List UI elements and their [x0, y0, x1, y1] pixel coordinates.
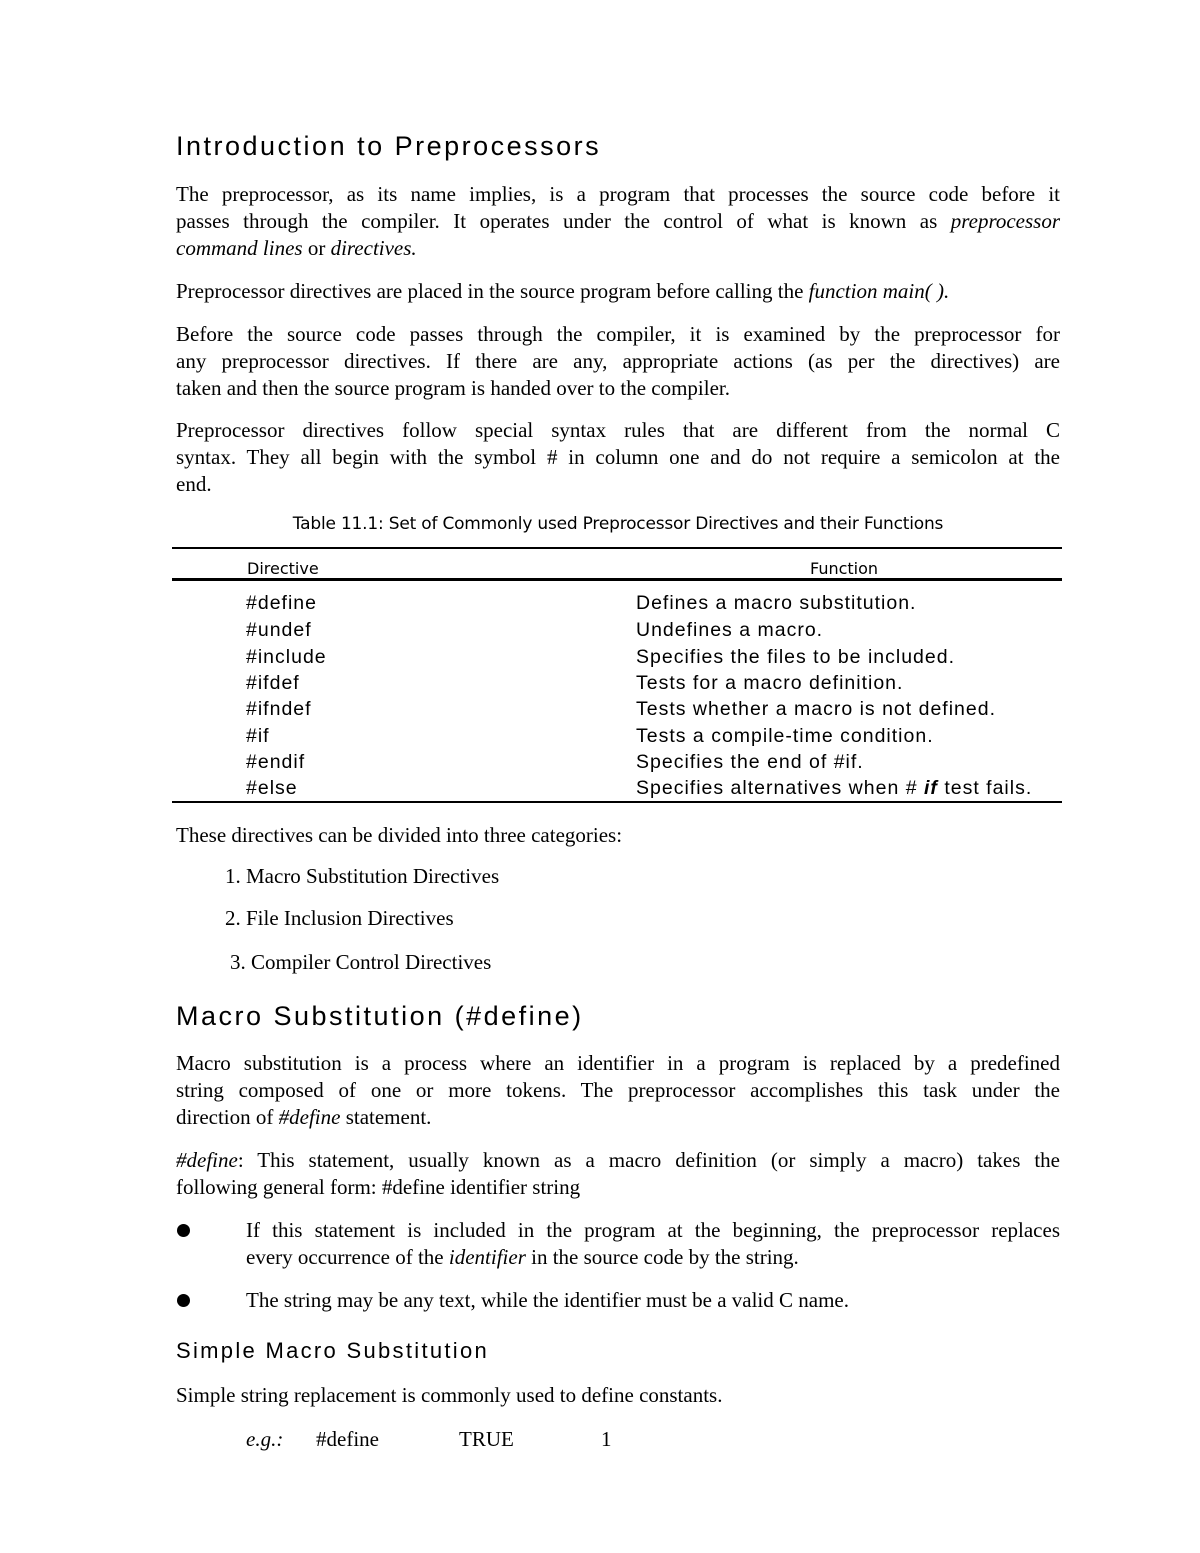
example-value: 1	[601, 1427, 612, 1451]
emphasis-text: command lines	[176, 236, 303, 260]
text-run: passes through the compiler. It operates under the control of what is known as	[176, 209, 951, 233]
paragraph-line: following general form: #define identifier string	[176, 1175, 581, 1199]
text-run: Preprocessor directives are placed in the source program before calling the	[176, 279, 809, 303]
table-row	[0, 672, 1200, 699]
directive-cell: #if	[246, 725, 270, 747]
intro-paragraph-4	[176, 417, 1060, 498]
example-label: e.g.:	[246, 1427, 284, 1451]
paragraph-line: If this statement is included in the program at the beginning, the preprocessor replaces	[246, 1218, 1060, 1242]
simple-paragraph: Simple string replacement is commonly used to define constants.	[176, 1383, 723, 1407]
paragraph-line: any preprocessor directives. If there are any, appropriate actions (as per the directives) are	[176, 349, 1060, 373]
list-item: 2. File Inclusion Directives	[225, 906, 454, 930]
directive-cell: #endif	[246, 751, 306, 773]
function-cell: Specifies the end of #if.	[636, 751, 864, 773]
text-run: test fails.	[937, 777, 1033, 799]
table-caption: Table 11.1: Set of Commonly used Preprocessor Directives and their Functions	[292, 514, 944, 534]
example-directive: #define	[316, 1427, 379, 1451]
emphasis-text: preprocessor	[950, 209, 1060, 233]
list-item: 3. Compiler Control Directives	[230, 950, 492, 974]
paragraph-line	[176, 208, 1060, 235]
function-cell	[636, 777, 1032, 800]
macro-paragraph-1	[176, 1050, 1060, 1131]
paragraph-line	[176, 1147, 1060, 1174]
emphasis-text: directives.	[330, 236, 417, 260]
function-cell: Tests whether a macro is not defined.	[636, 698, 996, 720]
paragraph-line: Preprocessor directives follow special syntax rules that are different from the normal C	[176, 418, 1060, 442]
paragraph-line: The preprocessor, as its name implies, is a program that processes the source code before it	[176, 182, 1060, 206]
text-run: Specifies alternatives when #	[636, 777, 924, 799]
categories-intro: These directives can be divided into three categories:	[176, 823, 623, 847]
directive-cell: #undef	[246, 619, 312, 641]
table-header-directive: Directive	[247, 559, 319, 578]
paragraph-line	[176, 235, 1060, 262]
table-row	[0, 619, 1200, 646]
directive-cell: #else	[246, 777, 298, 799]
intro-paragraph-3	[176, 321, 1060, 402]
emphasis-text: #define	[176, 1148, 238, 1172]
intro-paragraph-2	[176, 278, 1060, 305]
table-row	[0, 592, 1200, 619]
table-row	[0, 646, 1200, 673]
function-cell: Undefines a macro.	[636, 619, 824, 641]
text-run: or	[302, 236, 331, 260]
intro-paragraph-1	[176, 181, 1060, 262]
emphasis-text: function main( ).	[808, 279, 950, 303]
table-bottom-rule	[172, 801, 1062, 803]
paragraph-line: taken and then the source program is handed over to the compiler.	[176, 376, 730, 400]
table-row	[0, 698, 1200, 725]
emphasis-text: identifier	[448, 1245, 526, 1269]
table-row	[0, 751, 1200, 778]
table-row	[0, 777, 1200, 804]
directive-cell: #define	[246, 592, 317, 614]
paragraph-line	[176, 1104, 1060, 1131]
directive-cell: #include	[246, 646, 327, 668]
text-run: : This statement, usually known as a macro definition (or simply a macro) takes the	[237, 1148, 1060, 1172]
table-header-rule	[172, 578, 1062, 581]
emphasis-text: #define	[278, 1105, 341, 1129]
example-name: TRUE	[459, 1427, 514, 1451]
paragraph-line	[246, 1244, 1060, 1271]
function-cell: Tests for a macro definition.	[636, 672, 904, 694]
paragraph-line: Macro substitution is a process where an identifier in a program is replaced by a predefined	[176, 1051, 1060, 1075]
directive-cell: #ifdef	[246, 672, 300, 694]
function-cell: Tests a compile-time condition.	[636, 725, 934, 747]
directive-cell: #ifndef	[246, 698, 312, 720]
paragraph-line: Before the source code passes through the compiler, it is examined by the preprocessor for	[176, 322, 1060, 346]
function-cell: Defines a macro substitution.	[636, 592, 917, 614]
text-run: in the source code by the string.	[525, 1245, 799, 1269]
bullet-icon	[177, 1294, 190, 1307]
macro-paragraph-2	[176, 1147, 1060, 1201]
list-item: 1. Macro Substitution Directives	[225, 864, 500, 888]
text-run: every occurrence of the	[246, 1245, 449, 1269]
text-run: direction of	[176, 1105, 279, 1129]
bullet-icon	[177, 1224, 190, 1237]
section-heading-macro-substitution: Macro Substitution (#define)	[176, 1001, 584, 1031]
text-run: statement.	[340, 1105, 432, 1129]
section-heading-simple-macro: Simple Macro Substitution	[176, 1338, 490, 1363]
section-heading-introduction: Introduction to Preprocessors	[176, 131, 602, 161]
paragraph-line: string composed of one or more tokens. The preprocessor accomplishes this task under the	[176, 1078, 1060, 1102]
paragraph-line: syntax. They all begin with the symbol # in column one and do not require a semicolon at the	[176, 445, 1060, 469]
bullet-item-1	[246, 1217, 1060, 1271]
emphasis-text: if	[923, 777, 938, 799]
table-header-function: Function	[810, 559, 879, 578]
table-row	[0, 725, 1200, 752]
paragraph-line: end.	[176, 472, 212, 496]
function-cell: Specifies the files to be included.	[636, 646, 956, 668]
table-top-rule	[172, 547, 1062, 549]
bullet-item-2: The string may be any text, while the identifier must be a valid C name.	[246, 1288, 850, 1312]
